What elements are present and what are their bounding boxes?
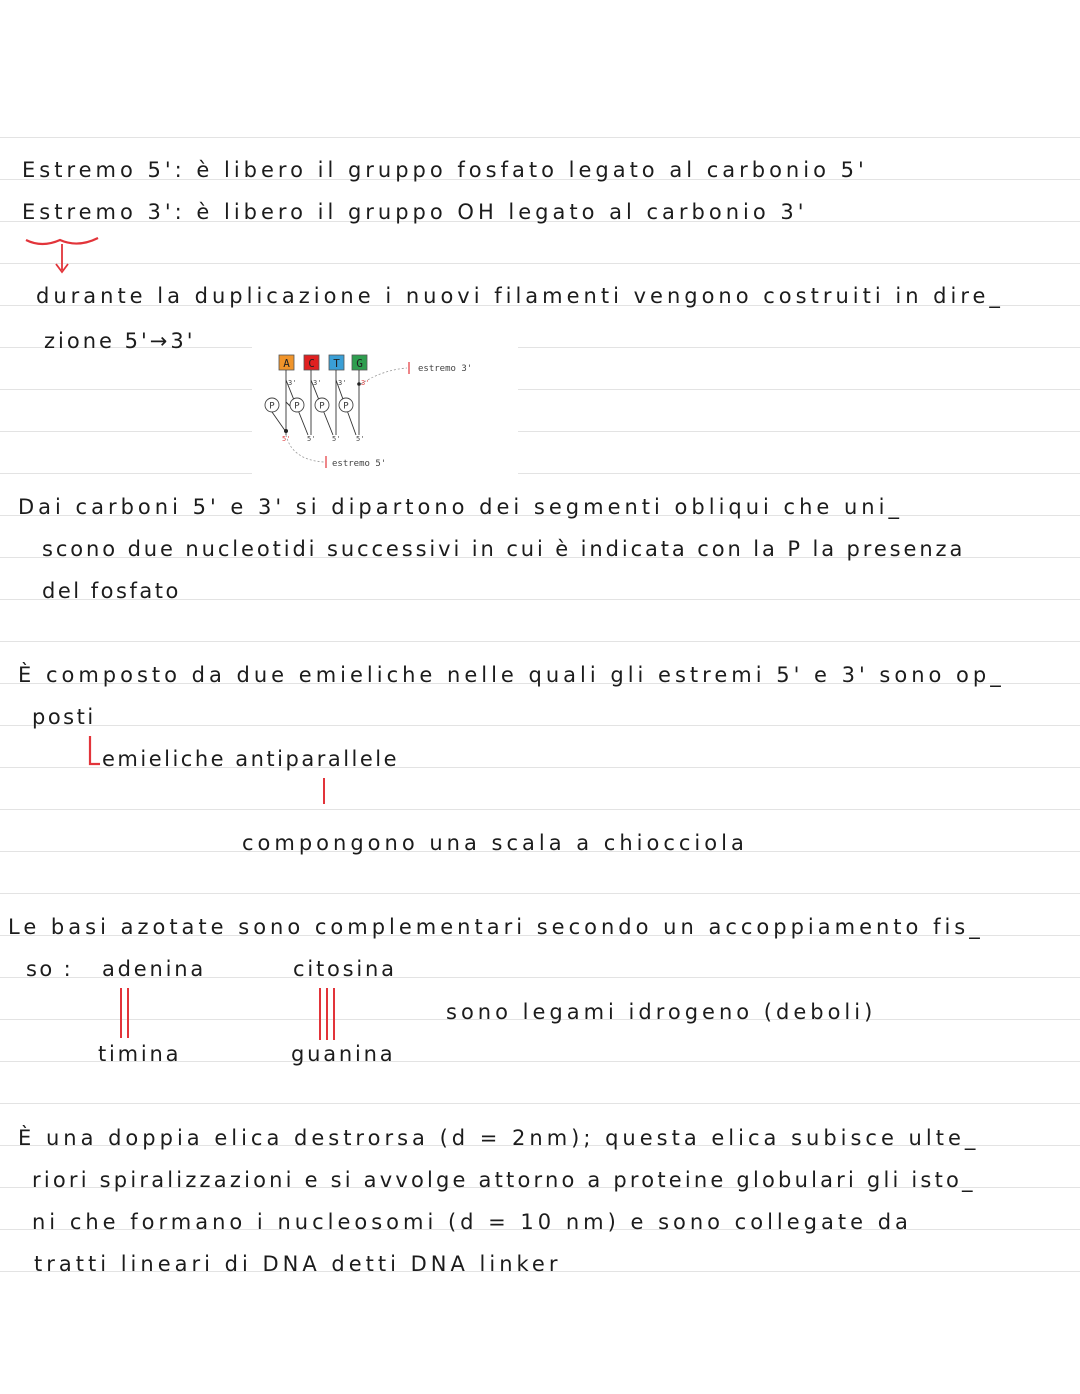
note-line-duplicazione: durante la duplicazione i nuovi filamenti vengono costruiti in dire_ <box>36 284 1004 308</box>
note-line-legami: sono legami idrogeno (deboli) <box>446 1000 877 1024</box>
svg-text:P: P <box>343 401 349 412</box>
brace-arrow-icon <box>22 230 102 278</box>
svg-text:5': 5' <box>356 435 365 443</box>
note-line-posti: posti <box>32 705 96 729</box>
connector-line <box>323 778 325 804</box>
base-label: C <box>308 357 315 370</box>
note-line-doppia-elica: È una doppia elica destrorsa (d = 2nm); questa elica subisce ulte_ <box>18 1126 980 1150</box>
five-prime-labels <box>282 435 364 443</box>
base-label: G <box>356 357 363 370</box>
svg-text:3': 3' <box>338 379 347 387</box>
base-label: A <box>283 357 290 370</box>
note-line-scala: compongono una scala a chiocciola <box>242 831 748 855</box>
base-guanina: guanina <box>291 1042 396 1066</box>
three-prime-labels <box>288 379 369 387</box>
hydrogen-bond-line <box>333 988 335 1040</box>
hydrogen-bond-line <box>326 988 328 1040</box>
note-line-scono: scono due nucleotidi successivi in cui è indicata con la P la presenza <box>42 537 966 561</box>
note-line-antiparallele: emieliche antiparallele <box>102 747 400 771</box>
note-line-basi: Le basi azotate sono complementari secondo un accoppiamento fis_ <box>8 915 984 939</box>
base-adenina: adenina <box>102 957 207 981</box>
label-estremo-5: estremo 5' <box>332 459 387 469</box>
svg-text:5': 5' <box>307 435 316 443</box>
hydrogen-bond-line <box>120 988 122 1038</box>
note-line-spiralizzazioni: riori spiralizzazioni e si avvolge attorno a proteine globulari gli isto_ <box>32 1168 976 1192</box>
note-line-nucleosomi: ni che formano i nucleosomi (d = 10 nm) e sono collegate da <box>32 1210 912 1234</box>
svg-text:3': 3' <box>313 379 322 387</box>
label-estremo-3: estremo 3' <box>418 364 473 374</box>
note-line-composto: È composto da due emieliche nelle quali gli estremi 5' e 3' sono op_ <box>18 663 1005 687</box>
phosphate-circles <box>265 398 353 412</box>
base-label: T <box>333 357 340 370</box>
svg-text:P: P <box>269 401 275 412</box>
note-line-so: so : <box>26 957 74 981</box>
note-line-carboni: Dai carboni 5' e 3' si dipartono dei segmenti obliqui che uni_ <box>18 495 903 519</box>
phosphate-labels <box>269 402 349 412</box>
svg-text:5': 5' <box>282 435 291 443</box>
nucleotide-chain-diagram <box>252 340 518 476</box>
extreme-connectors <box>286 368 407 462</box>
svg-text:P: P <box>294 401 300 412</box>
svg-text:5': 5' <box>332 435 341 443</box>
svg-text:P: P <box>319 401 325 412</box>
svg-text:3': 3' <box>361 379 370 387</box>
base-blocks <box>279 355 367 370</box>
svg-text:3': 3' <box>288 379 297 387</box>
base-citosina: citosina <box>293 957 397 981</box>
note-line-linker: tratti lineari di DNA detti DNA linker <box>34 1252 562 1276</box>
hydrogen-bond-line <box>127 988 129 1038</box>
note-line-fosfato: del fosfato <box>42 579 181 603</box>
note-line-estremo-3: Estremo 3': è libero il gruppo OH legato al carbonio 3' <box>22 200 808 224</box>
hydrogen-bond-line <box>319 988 321 1040</box>
note-line-estremo-5: Estremo 5': è libero il gruppo fosfato legato al carbonio 5' <box>22 158 868 182</box>
note-line-direzione: zione 5'→3' <box>44 329 196 353</box>
base-timina: timina <box>98 1042 182 1066</box>
